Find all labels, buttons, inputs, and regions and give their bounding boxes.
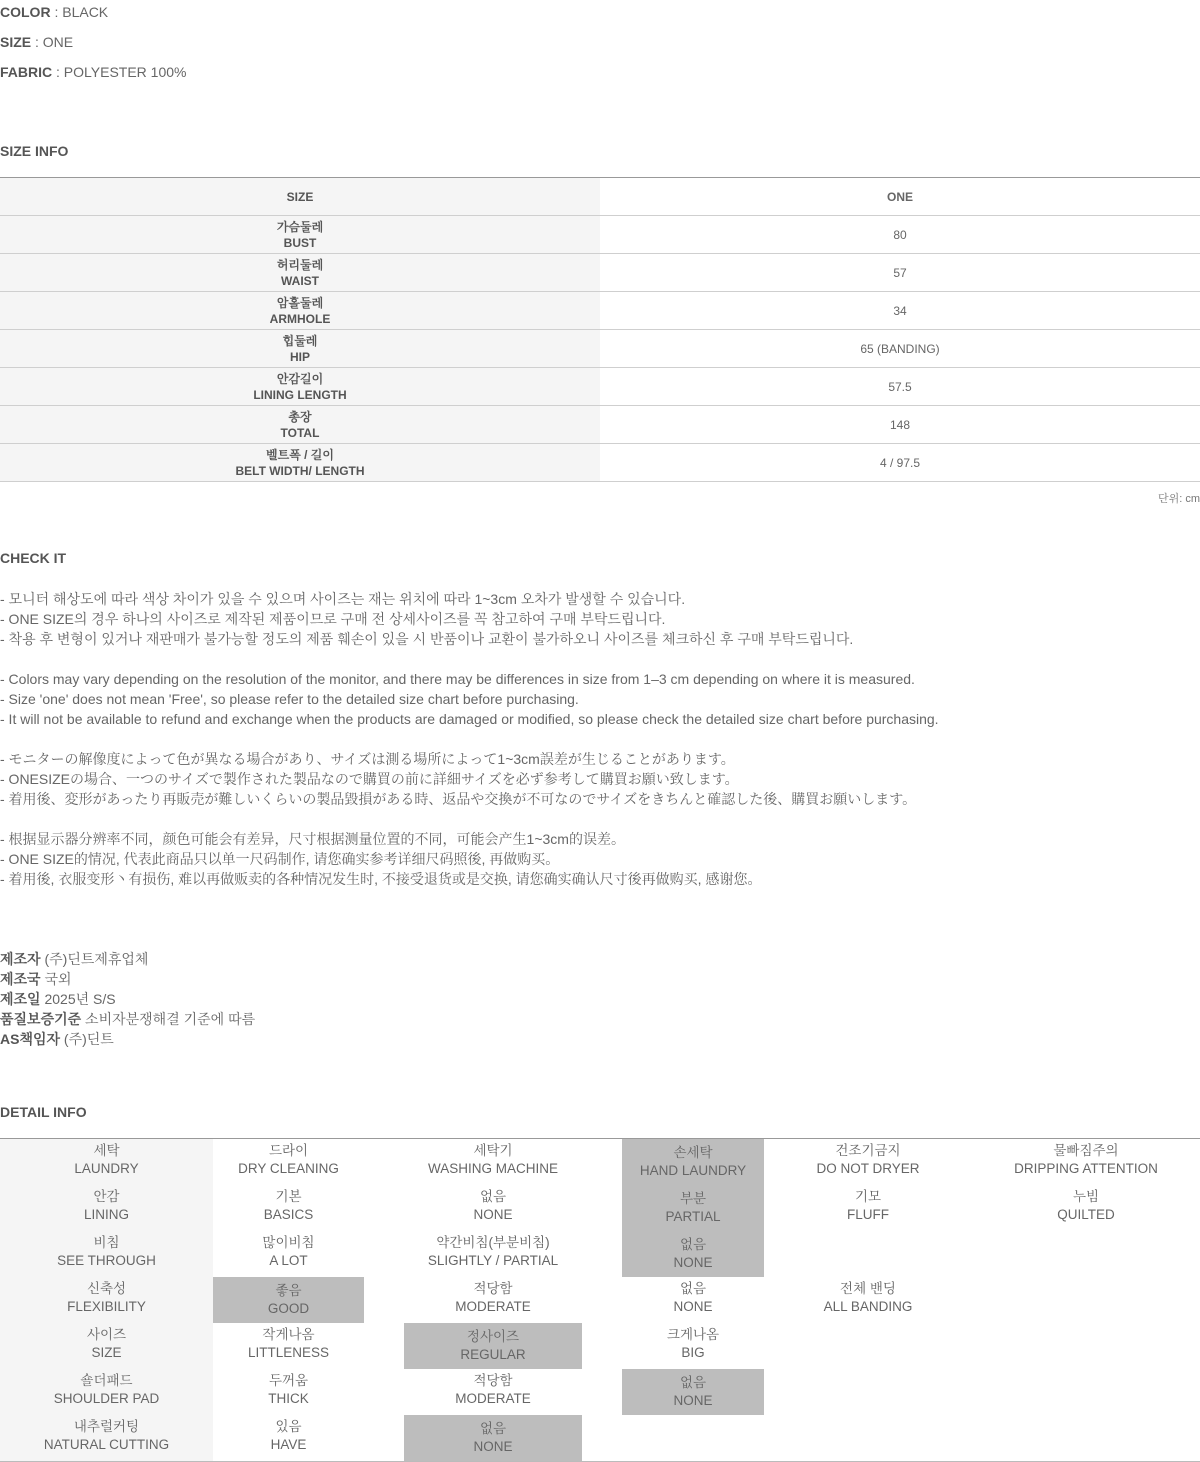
table-row <box>0 406 1200 444</box>
detail-en: NONE <box>473 1207 513 1222</box>
note-line: - Size 'one' does not mean 'Free', so please refer to the detailed size chart before purchasing. <box>0 691 579 707</box>
detail-en: NATURAL CUTTING <box>43 1437 170 1452</box>
detail-option-selected <box>622 1231 764 1277</box>
mfg-label: 제조일 <box>0 991 41 1007</box>
row-label <box>0 330 600 368</box>
row-label-ko: 허리둘레 <box>276 257 324 272</box>
spec-label: COLOR <box>0 4 51 20</box>
table-row <box>0 216 1200 254</box>
detail-ko: 안감 <box>93 1189 120 1204</box>
detail-en: HAVE <box>270 1437 307 1452</box>
detail-en: SEE THROUGH <box>57 1253 156 1268</box>
mfg-value: 2025년 S/S <box>40 991 116 1007</box>
detail-en: LAUNDRY <box>74 1161 139 1176</box>
detail-option <box>404 1369 582 1415</box>
detail-ko: 부분 <box>679 1191 707 1206</box>
detail-en: NONE <box>673 1255 713 1270</box>
detail-option-selected <box>404 1323 582 1369</box>
table-row <box>0 292 1200 330</box>
detail-en: PARTIAL <box>665 1209 721 1224</box>
detail-option <box>404 1231 582 1277</box>
row-value: 57.5 <box>600 368 1200 406</box>
mfg-line <box>0 969 255 989</box>
detail-option <box>213 1369 364 1415</box>
detail-row-label <box>0 1231 213 1277</box>
note-line: - ONESIZEの場合、一つのサイズで製作された製品なので購買の前に詳細サイズを必ず参考して購買お願い致します。 <box>0 771 739 787</box>
detail-ko: 크게나옴 <box>666 1327 720 1342</box>
detail-en: NONE <box>673 1299 713 1314</box>
detail-ko: 기모 <box>854 1189 882 1204</box>
detail-en: MODERATE <box>455 1299 531 1314</box>
detail-en: LITTLENESS <box>247 1345 330 1360</box>
row-value: 4 / 97.5 <box>600 444 1200 482</box>
note-line: - 착용 후 변형이 있거나 재판매가 불가능할 정도의 제품 훼손이 있을 시 반품이나 교환이 불가하오니 사이즈를 체크하신 후 구매 부탁드립니다. <box>0 631 854 647</box>
detail-option <box>213 1415 364 1461</box>
mfg-line <box>0 949 255 969</box>
detail-ko: 숄더패드 <box>80 1373 133 1388</box>
unit-note: 단위: cm <box>1157 493 1200 505</box>
row-label <box>0 254 600 292</box>
detail-en: FLUFF <box>847 1207 889 1222</box>
spec-fabric <box>0 64 186 80</box>
row-label <box>0 444 600 482</box>
detail-option-selected <box>213 1277 364 1323</box>
row-label-ko: 가슴둘레 <box>276 219 324 234</box>
detail-en: HAND LAUNDRY <box>639 1163 747 1178</box>
table-row <box>0 368 1200 406</box>
row-value: 148 <box>600 406 1200 444</box>
detail-row-label <box>0 1185 213 1231</box>
detail-ko: 세탁기 <box>473 1143 513 1158</box>
mfg-label: 제조자 <box>0 951 41 967</box>
detail-ko: 전체 밴딩 <box>840 1281 896 1296</box>
detail-en: SLIGHTLY / PARTIAL <box>427 1253 559 1268</box>
detail-option <box>213 1139 364 1185</box>
row-value: 34 <box>600 292 1200 330</box>
detail-ko: 세탁 <box>93 1143 120 1158</box>
detail-option <box>213 1185 364 1231</box>
notes-japanese <box>0 749 916 809</box>
size-header-value: ONE <box>600 178 1200 216</box>
detail-ko: 없음 <box>479 1189 507 1204</box>
detail-ko: 없음 <box>679 1281 707 1296</box>
mfg-line <box>0 1009 255 1029</box>
detail-row-label <box>0 1277 213 1323</box>
detail-option <box>404 1185 582 1231</box>
detail-option <box>404 1277 582 1323</box>
note-line: - 根据显示器分辨率不同，颜色可能会有差异，尺寸根据测量位置的不同，可能会产生1~3cm的误差。 <box>0 831 625 847</box>
detail-ko: 약간비침(부분비침) <box>436 1235 550 1250</box>
detail-ko: 기본 <box>275 1189 302 1204</box>
size-table-header <box>0 178 1200 216</box>
detail-option <box>764 1277 972 1323</box>
detail-row-label <box>0 1323 213 1369</box>
size-header-label: SIZE <box>0 178 600 216</box>
detail-option-selected <box>404 1415 582 1461</box>
mfg-value: 국외 <box>40 971 72 987</box>
row-label <box>0 406 600 444</box>
detail-en: DRIPPING ATTENTION <box>1014 1161 1158 1176</box>
note-line: - 着用後、変形があったり再販売が難しいくらいの製品毀損がある時、返品や交換が不可なのでサイズをきちんと確認した後、購買お願いします。 <box>0 791 917 807</box>
detail-en: BIG <box>681 1345 705 1360</box>
detail-row-label <box>0 1369 213 1415</box>
detail-option <box>622 1323 764 1369</box>
note-line: - Colors may vary depending on the resolution of the monitor, and there may be differences in size from 1–3 cm depending on where it is measured. <box>0 671 915 687</box>
manufacturer-info <box>0 949 255 1049</box>
mfg-label: AS책임자 <box>0 1031 61 1047</box>
mfg-line <box>0 1029 255 1049</box>
note-line: - ONE SIZE的情况, 代表此商品只以单一尺码制作, 请您确实参考详细尺码照後, 再做购买。 <box>0 851 560 867</box>
row-value: 80 <box>600 216 1200 254</box>
detail-option <box>622 1277 764 1323</box>
detail-ko: 없음 <box>679 1375 707 1390</box>
detail-en: A LOT <box>269 1253 308 1268</box>
detail-en: QUILTED <box>1057 1207 1115 1222</box>
row-label-ko: 힙둘레 <box>282 333 318 348</box>
notes-english <box>0 669 939 729</box>
mfg-value: 소비자분쟁해결 기준에 따름 <box>81 1011 256 1027</box>
detail-option <box>764 1139 972 1185</box>
detail-en: FLEXIBILITY <box>67 1299 146 1314</box>
detail-en: BASICS <box>263 1207 314 1222</box>
detail-ko: 작게나옴 <box>262 1327 315 1342</box>
row-label-en: BUST <box>283 235 317 250</box>
detail-ko: 좋음 <box>275 1283 302 1298</box>
detail-ko: 있음 <box>275 1419 302 1434</box>
row-label-en: LINING LENGTH <box>253 387 347 402</box>
row-label-en: HIP <box>289 349 310 364</box>
table-row <box>0 444 1200 482</box>
detail-en: THICK <box>268 1391 309 1406</box>
row-label-en: TOTAL <box>280 425 320 440</box>
detail-option-selected <box>622 1139 764 1185</box>
detail-option <box>213 1323 364 1369</box>
detail-ko: 드라이 <box>268 1143 309 1158</box>
detail-ko: 손세탁 <box>673 1145 713 1160</box>
mfg-value: (주)딘트 <box>60 1031 114 1047</box>
detail-ko: 건조기금지 <box>835 1143 901 1158</box>
detail-row-label <box>0 1415 213 1461</box>
detail-en: NONE <box>473 1439 513 1454</box>
detail-option <box>764 1185 972 1231</box>
detail-option-selected <box>622 1369 764 1415</box>
detail-ko: 두꺼움 <box>268 1373 309 1388</box>
detail-option <box>404 1139 582 1185</box>
spec-value: : BLACK <box>50 4 109 20</box>
note-line: - It will not be available to refund and exchange when the products are damaged or modified, so please check the detailed size chart before purchasing. <box>0 711 939 727</box>
detail-en: DO NOT DRYER <box>816 1161 920 1176</box>
detail-option <box>972 1185 1200 1231</box>
row-label-ko: 안감길이 <box>276 371 324 386</box>
row-label <box>0 216 600 254</box>
detail-ko: 사이즈 <box>86 1327 127 1342</box>
detail-ko: 없음 <box>479 1421 507 1436</box>
mfg-line <box>0 989 255 1009</box>
size-table <box>0 177 1200 482</box>
detail-ko: 누빔 <box>1072 1189 1100 1204</box>
notes-chinese <box>0 829 761 889</box>
detail-ko: 정사이즈 <box>466 1329 520 1344</box>
spec-size <box>0 34 73 50</box>
detail-ko: 없음 <box>679 1237 707 1252</box>
table-row <box>0 254 1200 292</box>
notes-korean <box>0 589 853 649</box>
detail-en: WASHING MACHINE <box>427 1161 558 1176</box>
spec-value: : POLYESTER 100% <box>52 64 187 80</box>
detail-en: REGULAR <box>460 1347 526 1362</box>
spec-value: : ONE <box>31 34 74 50</box>
note-line: - 모니터 해상도에 따라 색상 차이가 있을 수 있으며 사이즈는 재는 위치에 따라 1~3cm 오차가 발생할 수 있습니다. <box>0 591 686 607</box>
row-label-en: WAIST <box>281 273 319 288</box>
detail-en: GOOD <box>267 1301 310 1316</box>
detail-en: SIZE <box>91 1345 122 1360</box>
detail-en: LINING <box>83 1207 129 1222</box>
row-value: 57 <box>600 254 1200 292</box>
size-info-title: SIZE INFO <box>0 143 69 159</box>
detail-option <box>972 1139 1200 1185</box>
mfg-label: 품질보증기준 <box>0 1011 82 1027</box>
spec-label: FABRIC <box>0 64 53 80</box>
detail-row-label <box>0 1139 213 1185</box>
detail-ko: 비침 <box>93 1235 120 1250</box>
note-line: - ONE SIZE의 경우 하나의 사이즈로 제작된 제품이므로 구매 전 상세사이즈를 꼭 참고하여 구매 부탁드립니다. <box>0 611 666 627</box>
note-line: - モニターの解像度によって色が異なる場合があり、サイズは測る場所によって1~3cm誤差が生じることがあります。 <box>0 751 735 767</box>
mfg-label: 제조국 <box>0 971 41 987</box>
detail-en: SHOULDER PAD <box>53 1391 160 1406</box>
detail-en: NONE <box>673 1393 713 1408</box>
mfg-value: (주)딘트제휴업체 <box>40 951 149 967</box>
row-label <box>0 368 600 406</box>
note-line: - 着用後, 衣服变形丶有损伤, 难以再做贩卖的各种情况发生时, 不接受退货或是交换, 请您确实确认尺寸後再做购买, 感谢您。 <box>0 871 762 887</box>
spec-color <box>0 4 108 20</box>
row-label-ko: 암홀둘레 <box>276 295 324 310</box>
row-value: 65 (BANDING) <box>600 330 1200 368</box>
detail-ko: 내추럴커팅 <box>73 1419 140 1434</box>
row-label <box>0 292 600 330</box>
detail-info-title: DETAIL INFO <box>0 1104 87 1120</box>
check-it-title: CHECK IT <box>0 550 67 566</box>
detail-option-selected <box>622 1185 764 1231</box>
row-label-ko: 총장 <box>288 409 312 424</box>
detail-ko: 많이비침 <box>262 1235 315 1250</box>
row-label-en: ARMHOLE <box>269 311 331 326</box>
detail-en: DRY CLEANING <box>238 1161 339 1176</box>
detail-option <box>213 1231 364 1277</box>
table-row <box>0 330 1200 368</box>
detail-ko: 적당함 <box>473 1281 513 1296</box>
detail-en: ALL BANDING <box>823 1299 913 1314</box>
detail-en: MODERATE <box>455 1391 531 1406</box>
detail-ko: 적당함 <box>473 1373 513 1388</box>
row-label-ko: 벨트폭 / 길이 <box>266 447 334 462</box>
detail-ko: 신축성 <box>86 1281 127 1296</box>
detail-info-grid <box>0 1138 1200 1462</box>
row-label-en: BELT WIDTH/ LENGTH <box>235 463 365 478</box>
spec-label: SIZE <box>0 34 32 50</box>
detail-ko: 물빠짐주의 <box>1053 1143 1119 1158</box>
